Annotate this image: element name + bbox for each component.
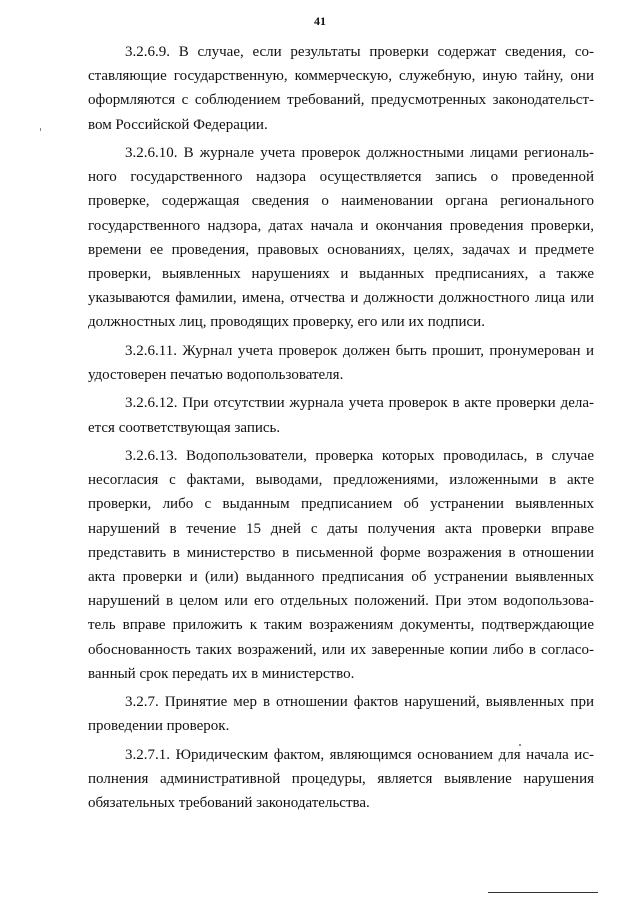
paragraph-line: ванный срок передать их в министерство. bbox=[88, 665, 355, 682]
paragraph-line: полнения административной процедуры, является выявление нарушения bbox=[88, 771, 594, 788]
paragraph-line: времени ее проведения, правовых основаниях, целях, задачах и предмете bbox=[88, 241, 594, 258]
paragraph-line: тель вправе приложить к таким возражениям документы, подтверждающие bbox=[88, 617, 594, 634]
paragraph-line: нарушений в целом или его отдельных положений. При этом водопользова- bbox=[88, 593, 594, 610]
paragraph-line: 3.2.6.12. При отсутствии журнала учета проверок в акте проверки дела- bbox=[125, 395, 594, 412]
paragraph-3-2-6-9 bbox=[88, 40, 594, 137]
paragraph-line: представить в министерство в письменной форме возражения в отношении bbox=[88, 544, 594, 561]
paragraph-line: ного государственного надзора осуществляется запись о проведенной bbox=[88, 169, 594, 186]
paragraph-line: 3.2.7. Принятие мер в отношении фактов нарушений, выявленных при bbox=[125, 694, 594, 711]
paragraph-line: несогласия с фактами, выводами, предложениями, изложенными в акте bbox=[88, 472, 594, 489]
paragraph-3-2-6-10 bbox=[88, 141, 594, 335]
paragraph-line: обоснованность таких возражений, или их заверенные копии либо в согласо- bbox=[88, 641, 594, 658]
paragraph-line: указываются фамилии, имена, отчества и должности должностного лица или bbox=[88, 290, 594, 307]
footer-rule bbox=[488, 892, 598, 893]
paragraph-3-2-7 bbox=[88, 690, 594, 738]
paragraph-3-2-6-12 bbox=[88, 391, 594, 439]
paragraph-line: 3.2.6.11. Журнал учета проверок должен быть прошит, пронумерован и bbox=[125, 342, 594, 359]
paragraph-line: государственного надзора, датах начала и окончания проведения проверки, bbox=[88, 217, 594, 234]
paragraph-line: 3.2.7.1. Юридическим фактом, являющимся основанием для начала ис- bbox=[125, 746, 594, 763]
paragraph-line: акта проверки и (или) выданного предписания об устранении выявленных bbox=[88, 569, 594, 586]
paragraph-3-2-6-11 bbox=[88, 339, 594, 387]
scan-speck bbox=[40, 128, 41, 131]
paragraph-line: должностных лиц, проводящих проверку, его или их подписи. bbox=[88, 314, 485, 331]
document-body bbox=[88, 40, 594, 820]
paragraph-line: вом Российской Федерации. bbox=[88, 116, 268, 133]
paragraph-line: проведении проверок. bbox=[88, 718, 230, 735]
paragraph-3-2-6-13 bbox=[88, 444, 594, 686]
paragraph-line: проверки, либо с выданным предписанием об устранении выявленных bbox=[88, 496, 594, 513]
scan-speck bbox=[519, 744, 521, 746]
paragraph-line: 3.2.6.13. Водопользователи, проверка которых проводилась, в случае bbox=[125, 448, 594, 464]
paragraph-line: оформляются с соблюдением требований, предусмотренных законодательст- bbox=[88, 92, 594, 109]
paragraph-line: 3.2.6.10. В журнале учета проверок должностными лицами региональ- bbox=[125, 145, 594, 161]
paragraph-line: проверке, содержащая сведения о наименовании органа регионального bbox=[88, 193, 594, 210]
paragraph-line: нарушений в течение 15 дней с даты получения акта проверки вправе bbox=[88, 520, 594, 537]
paragraph-line: удостоверен печатью водопользователя. bbox=[88, 367, 344, 384]
paragraph-line: ставляющие государственную, коммерческую, служебную, иную тайну, они bbox=[88, 68, 594, 85]
page-number: 41 bbox=[314, 14, 326, 28]
paragraph-line: обязательных требований законодательства. bbox=[88, 795, 370, 812]
paragraph-line: проверки, выявленных нарушениях и выданных предписаниях, а также bbox=[88, 266, 594, 283]
paragraph-3-2-7-1 bbox=[88, 743, 594, 816]
paragraph-line: 3.2.6.9. В случае, если результаты проверки содержат сведения, со- bbox=[125, 44, 594, 60]
paragraph-line: ется соответствующая запись. bbox=[88, 419, 281, 436]
